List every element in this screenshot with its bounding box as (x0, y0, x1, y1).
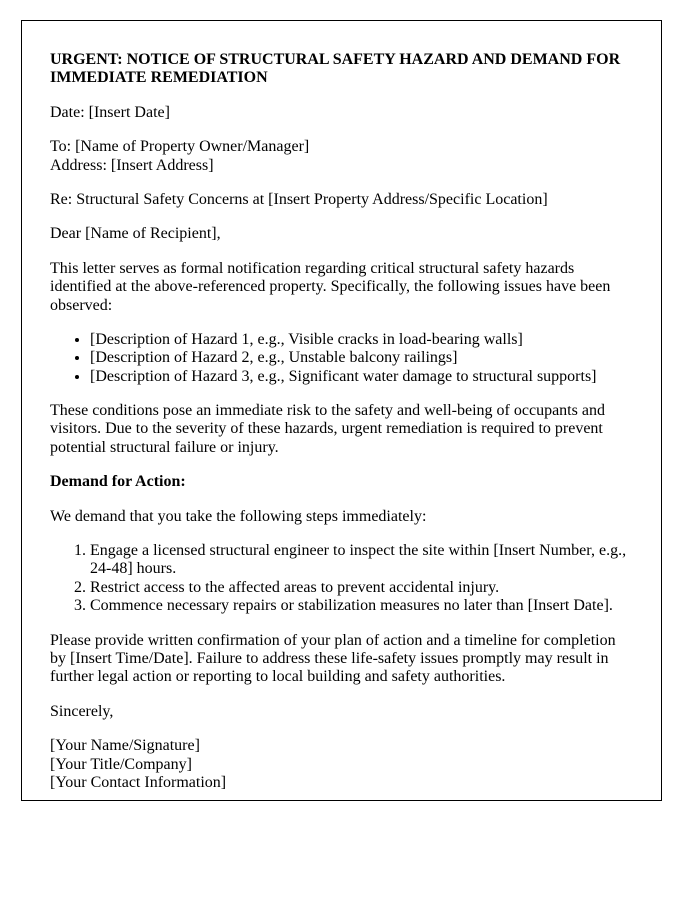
address-line: Address: [Insert Address] (50, 156, 214, 174)
hazard-item: • [Description of Hazard 3, e.g., Significant water damage to structural supports] (90, 368, 633, 386)
to-line: To: [Name of Property Owner/Manager] (50, 138, 310, 156)
letter-container (21, 20, 662, 801)
demand-item: 2. Restrict access to the affected areas to prevent accidental injury. (90, 579, 633, 597)
intro-paragraph: This letter serves as formal notification regarding critical structural safety hazards identified at the above-referenced property. Specifically, the following issues have been observed: (50, 259, 611, 314)
re-line: Re: Structural Safety Concerns at [Insert Property Address/Specific Location] (50, 190, 548, 208)
closing-paragraph: Please provide written confirmation of your plan of action and a timeline for completion by [Insert Time/Date]. Failure to address these life-safety issues promptly may result in further legal action or reporting to local building and safety authorities. (50, 631, 616, 686)
demand-item: 3. Commence necessary repairs or stabilization measures no later than [Insert Date]. (90, 597, 633, 615)
demand-heading: Demand for Action: (50, 473, 186, 491)
recipient-block (50, 138, 633, 175)
signature-block (50, 737, 633, 792)
letter-title: URGENT: NOTICE OF STRUCTURAL SAFETY HAZARD AND DEMAND FOR IMMEDIATE REMEDIATION (50, 51, 621, 87)
hazard-item: • [Description of Hazard 2, e.g., Unstable balcony railings] (90, 349, 633, 367)
signature-name-line: [Your Name/Signature] (50, 737, 200, 755)
demand-list (50, 542, 633, 616)
salutation: Dear [Name of Recipient], (50, 225, 221, 243)
demand-intro: We demand that you take the following steps immediately: (50, 507, 427, 525)
signature-title-line: [Your Title/Company] (50, 755, 192, 773)
date-line: Date: [Insert Date] (50, 103, 170, 121)
demand-item: 1. Engage a licensed structural engineer to inspect the site within [Insert Number, e.g., 24-48] hours. (90, 542, 633, 579)
hazard-list (50, 331, 633, 386)
signature-contact-line: [Your Contact Information] (50, 773, 227, 791)
risk-paragraph: These conditions pose an immediate risk to the safety and well-being of occupants and visitors. Due to the severity of these hazards, urgent remediation is required to prevent potential structural failure or injury. (50, 402, 605, 456)
hazard-item: • [Description of Hazard 1, e.g., Visible cracks in load-bearing walls] (90, 331, 633, 349)
signoff: Sincerely, (50, 702, 114, 720)
